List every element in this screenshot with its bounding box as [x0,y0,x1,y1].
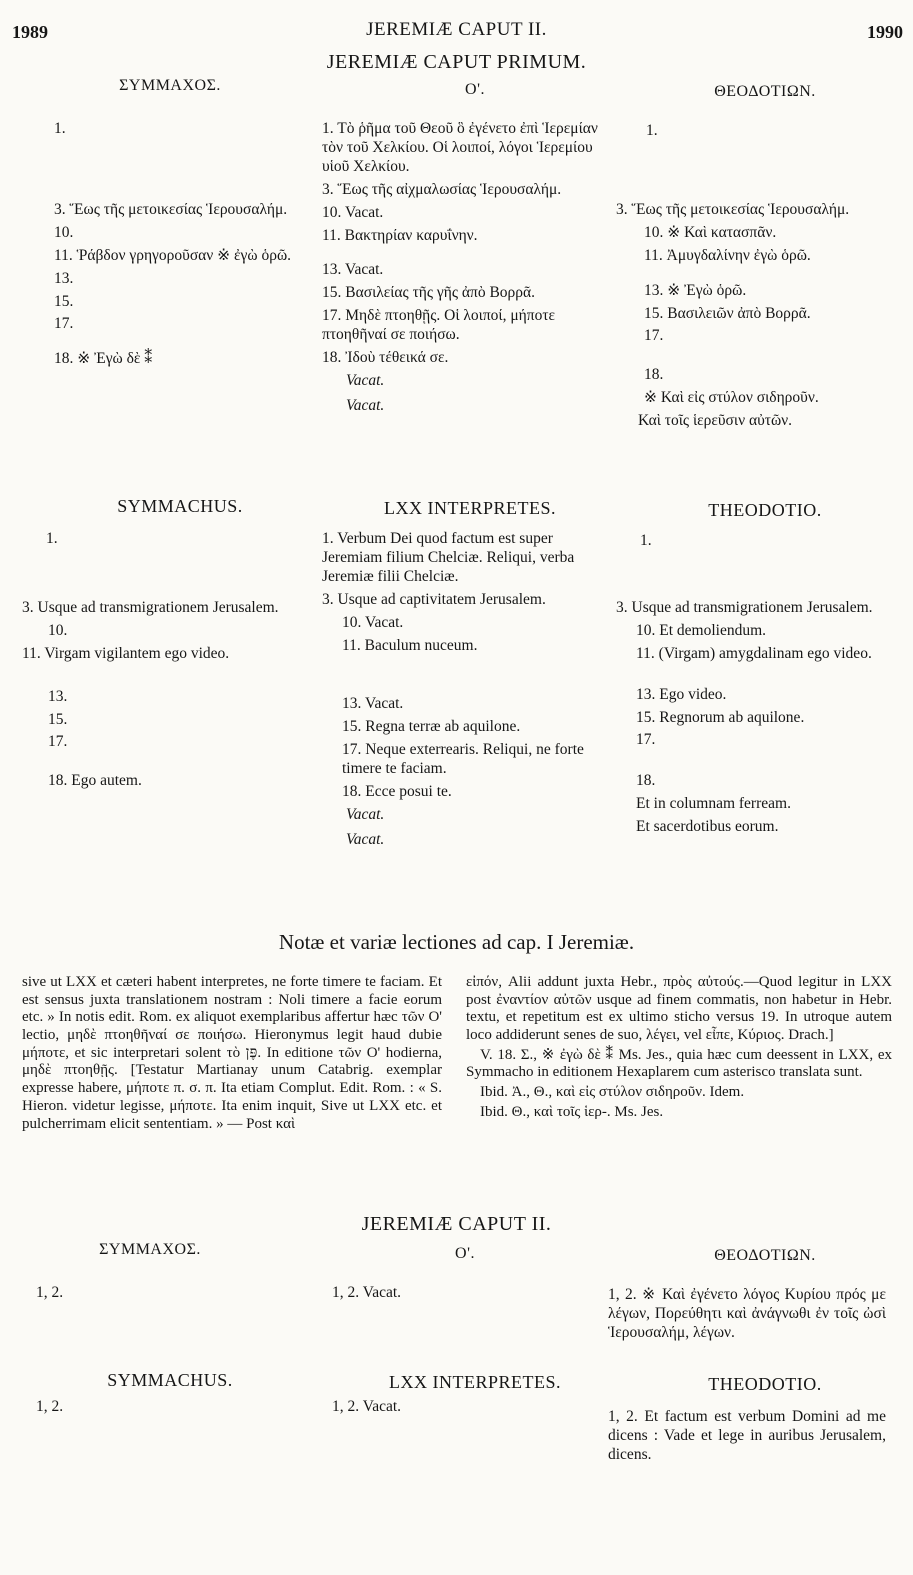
verse-entry: 17. Neque exterrearis. Reliqui, ne forte timere te faciam. [342,741,584,778]
verse-entry: 11. Ἀμυγδαλίνην ἐγὼ ὁρῶ. [644,246,811,264]
notes-right-column [466,974,892,1124]
verse-entry: 11. Βακτηρίαν καρυΐνην. [322,226,478,244]
verse-entry: 11. (Virgam) amygdalinam ego video. [636,644,872,662]
verse-entry: 15. Regna terræ ab aquilone. [342,718,521,736]
verse-entry: 1. [646,122,658,139]
verse-entry: 3. Usque ad transmigrationem Jerusalem. [22,598,279,616]
verse-entry: 11. Ῥάβδον γρηγοροῦσαν ※ ἐγὼ ὁρῶ. [54,246,292,264]
ch2-latin-symmachus: 1, 2. [36,1398,64,1415]
ch2-latin-header-septuagint: LXX INTERPRETES. [389,1372,561,1392]
left-page-number: 1989 [12,22,48,42]
verse-entry: 17. [644,327,664,345]
running-head: JEREMIÆ CAPUT II. [366,19,547,40]
latin-header-septuagint: LXX INTERPRETES. [384,498,556,518]
verse-entry: 15. [48,710,68,728]
verse-entry: 15. Regnorum ab aquilone. [636,708,805,726]
note-paragraph: V. 18. Σ., ※ ἐγὼ δὲ ⁑ Ms. Jes., quia hæc cum deessent in LXX, ex Symmacho in editionem Hexaplarem cum asterisco translata sunt. [466,1046,892,1081]
verse-entry: 3. Ἕως τῆς μετοικεσίας Ἱερουσαλήμ. [54,200,288,218]
ch2-latin-header-symmachus: SYMMACHUS. [107,1370,233,1390]
verse-entry: 10. [48,621,68,639]
verse-entry: Vacat. [346,830,385,848]
verse-entry: 11. Virgam vigilantem ego video. [22,644,230,662]
latin-header-theodotion: THEODOTIO. [708,500,822,520]
verse-entry: 15. Βασιλείας τῆς γῆς ἀπὸ Βορρᾶ. [322,284,536,302]
verse-entry: 17. [636,731,656,749]
verse-entry: 10. ※ Καὶ κατασπᾶν. [644,223,777,241]
verse-entry: 10. Vacat. [342,613,404,631]
verse-entry: 18. [644,366,664,384]
ch2-latin-theodotion: 1, 2. Et factum est verbum Domini ad me dicens : Vade et lege in auribus Jerusalem, dicens. [608,1408,886,1463]
verse-entry: 13. [54,269,74,287]
note-paragraph: εἰπόν, Alii addunt juxta Hebr., πρὸς αὐτούς.—Quod legitur in LXX post ἐναντίον αὐτῶν usque ad finem commatis, non habetur in Hebr. textu, et repetitum est ex ultimo sticho versus 19. In utroque autem loco addiderunt senes de suo, λέγει, vel εἶπε, Κύριος. Drach.] [466,974,892,1044]
latin-septuagint-column [322,530,612,854]
verse-entry: 1. [640,532,652,549]
note-paragraph: sive ut LXX et cæteri habent interpretes, ne forte timere te faciam. Et est sensus juxta translationem nostram : Noli timere a facie eorum etc. » In notis edit. Rom. ex aliquot exemplaribus affertur hæc τῶν Ο' lectio, μηδὲ πτοηθῆναί σε ποιήσω. Hieronymus legit haud dubie μήποτε, et sic interpretari solent τὸ פֶּן. In editione τῶν Ο' hodierna, μηδὲ πτοηθῇς. [Testatur Martianay unum Catabrig. exemplar expresse habere, μήποτε π. σ. π. Ita etiam Complut. Edit. Rom. : « S. Hieron. videtur legisse, μήποτε. Ita enim inquit, Sive ut LXX etc. et pulcherrimam elicit sententiam. » — Post καὶ [22,974,442,1132]
verse-entry: Et sacerdotibus eorum. [636,818,779,836]
verse-entry: Vacat. [346,371,385,389]
verse-entry: 10. Vacat. [322,203,384,221]
verse-entry: Vacat. [346,396,385,414]
verse-entry: 17. [48,733,68,751]
greek-header-theodotion: ΘΕΟΔΟΤΙΩΝ. [714,83,816,100]
verse-entry: 13. Vacat. [342,695,404,713]
greek-header-symmachus: ΣΥΜΜΑΧΟΣ. [119,77,221,94]
ch2-greek-symmachus: 1, 2. [36,1284,64,1301]
verse-entry: 18. Ecce posui te. [342,783,452,801]
verse-entry: 18. Ego autem. [48,772,142,790]
latin-header-symmachus: SYMMACHUS. [117,496,243,516]
verse-entry: 1. [54,120,66,137]
note-paragraph: Ibid. Ἀ., Θ., καὶ εἰς στύλον σιδηροῦν. Idem. [480,1084,745,1101]
verse-entry: 17. [54,315,74,333]
verse-entry: 17. Μηδὲ πτοηθῇς. Οἱ λοιποί, μήποτε πτοηθῆναί σε ποιήσω. [322,307,556,344]
verse-entry: 13. Vacat. [322,261,384,279]
ch2-latin-septuagint: 1, 2. Vacat. [332,1398,402,1415]
verse-entry: 10. [54,223,74,241]
verse-entry: 18. [636,772,656,790]
verse-entry: Vacat. [346,805,385,823]
ch2-greek-septuagint: 1, 2. Vacat. [332,1284,402,1301]
greek-symmachus-column [22,120,312,373]
verse-entry: 15. Βασιλειῶν ἀπὸ Βορρᾶ. [644,304,811,322]
verse-entry: Καὶ τοῖς ἱερεῦσιν αὐτῶν. [638,412,793,430]
ch2-greek-header-theodotion: ΘΕΟΔΟΤΙΩΝ. [714,1247,816,1264]
verse-entry: 13. ※ Ἐγὼ ὁρῶ. [644,281,747,299]
verse-entry: 10. Et demoliendum. [636,621,767,639]
verse-entry: ※ Καὶ εἰς στύλον σιδηροῦν. [644,389,819,407]
ch2-greek-theodotion: 1, 2. ※ Καὶ ἐγένετο λόγος Κυρίου πρός με λέγων, Πορεύθητι καὶ ἀνάγνωθι ἐν τοῖς ὠσὶ Ἱερουσαλήμ, λέγων. [608,1286,886,1341]
ch2-greek-header-septuagint: Ο'. [455,1245,475,1262]
verse-entry: 18. ※ Ἐγὼ δὲ ⁑ [54,350,153,368]
ch2-latin-header-theodotion: THEODOTIO. [708,1374,822,1394]
verse-entry: 1. Verbum Dei quod factum est super Jeremiam filium Chelciæ. Reliqui, verba Jeremiæ filii Chelciæ. [322,530,575,585]
greek-septuagint-column [322,120,604,420]
verse-entry: Et in columnam ferream. [636,795,791,813]
latin-symmachus-column [22,530,312,795]
verse-entry: 18. Ἰδοὺ τέθεικά σε. [322,349,449,367]
right-page-number: 1990 [867,22,903,42]
greek-header-septuagint: Ο'. [465,81,485,98]
verse-entry: 3. Usque ad captivitatem Jerusalem. [322,590,546,608]
ch2-greek-header-symmachus: ΣΥΜΜΑΧΟΣ. [99,1241,201,1258]
chapter2-title: JEREMIÆ CAPUT II. [361,1213,552,1235]
verse-entry: 3. Usque ad transmigrationem Jerusalem. [616,598,873,616]
greek-theodotion-column [616,122,898,435]
latin-theodotion-column [616,532,900,841]
notes-left-column [22,974,442,1135]
verse-entry: 13. [48,687,68,705]
note-paragraph: Ibid. Θ., καὶ τοῖς ἱερ-. Ms. Jes. [480,1103,664,1120]
verse-entry: 1. [46,530,58,547]
verse-entry: 3. Ἕως τῆς μετοικεσίας Ἱερουσαλήμ. [616,200,850,218]
chapter1-title: JEREMIÆ CAPUT PRIMUM. [326,51,587,73]
verse-entry: 15. [54,292,74,310]
verse-entry: 13. Ego video. [636,685,727,703]
notes-title: Notæ et variæ lectiones ad cap. I Jeremiæ. [278,930,635,954]
verse-entry: 11. Baculum nuceum. [342,636,478,654]
verse-entry: 3. Ἕως τῆς αἰχμαλωσίας Ἱερουσαλήμ. [322,180,562,198]
verse-entry: 1. Τὸ ῥῆμα τοῦ Θεοῦ ὃ ἐγένετο ἐπὶ Ἱερεμίαν τὸν τοῦ Χελκίου. Οἱ λοιποί, λόγοι Ἱερεμίου υἱοῦ Χελκίου. [322,120,598,175]
